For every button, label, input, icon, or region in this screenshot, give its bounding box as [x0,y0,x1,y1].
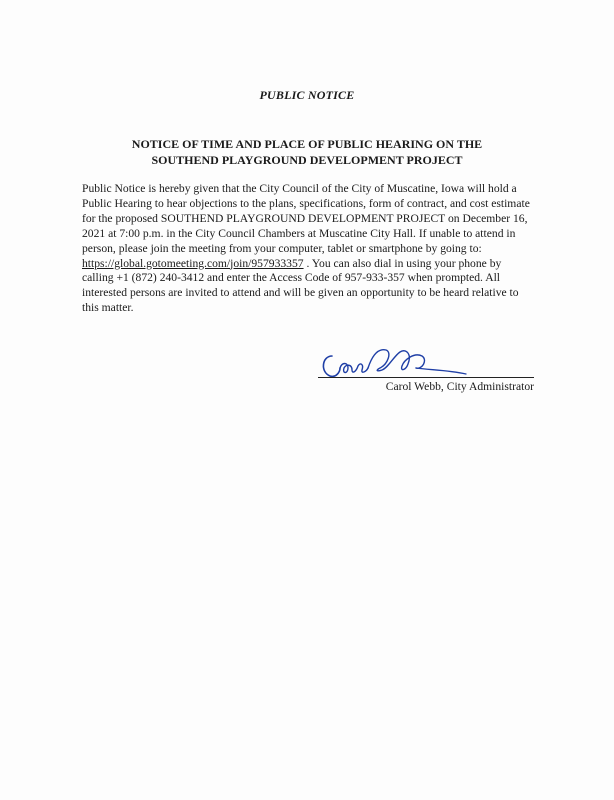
notice-title-line-2: SOUTHEND PLAYGROUND DEVELOPMENT PROJECT [151,153,463,167]
body-line-8: interested persons are invited to attend and will be given an opportunity to be heard relative to [82,286,519,300]
body-line-1: Public Notice is hereby given that the City Council of the City of Muscatine, Iowa will hold a [82,182,517,195]
body-line-7: calling +1 (872) 240-3412 and enter the Access Code of 957-933-357 when prompted. All [82,271,501,285]
body-line-2: Public Hearing to hear objections to the plans, specifications, form of contract, and cost estimate [82,196,530,210]
signature-line [318,377,534,378]
meeting-link[interactable]: https://global.gotomeeting.com/join/957933357 [82,256,304,270]
body-line-9: this matter. [82,301,134,315]
public-notice-heading: PUBLIC NOTICE [259,88,355,102]
body-line-5: person, please join the meeting from your computer, tablet or smartphone by going to: [82,241,482,255]
notice-title [60,136,554,168]
notice-body [82,182,542,316]
body-line-4: 2021 at 7:00 p.m. in the City Council Chambers at Muscatine City Hall. If unable to attend in [82,226,516,240]
signatory-name-title: Carol Webb, City Administrator [385,380,534,393]
body-line-6 [82,257,542,272]
notice-title-line-1: NOTICE OF TIME AND PLACE OF PUBLIC HEARING ON THE [131,137,483,151]
body-line-3: for the proposed SOUTHEND PLAYGROUND DEVELOPMENT PROJECT on December 16, [82,211,528,225]
body-line-6-rest: . You can also dial in using your phone by [303,256,502,270]
